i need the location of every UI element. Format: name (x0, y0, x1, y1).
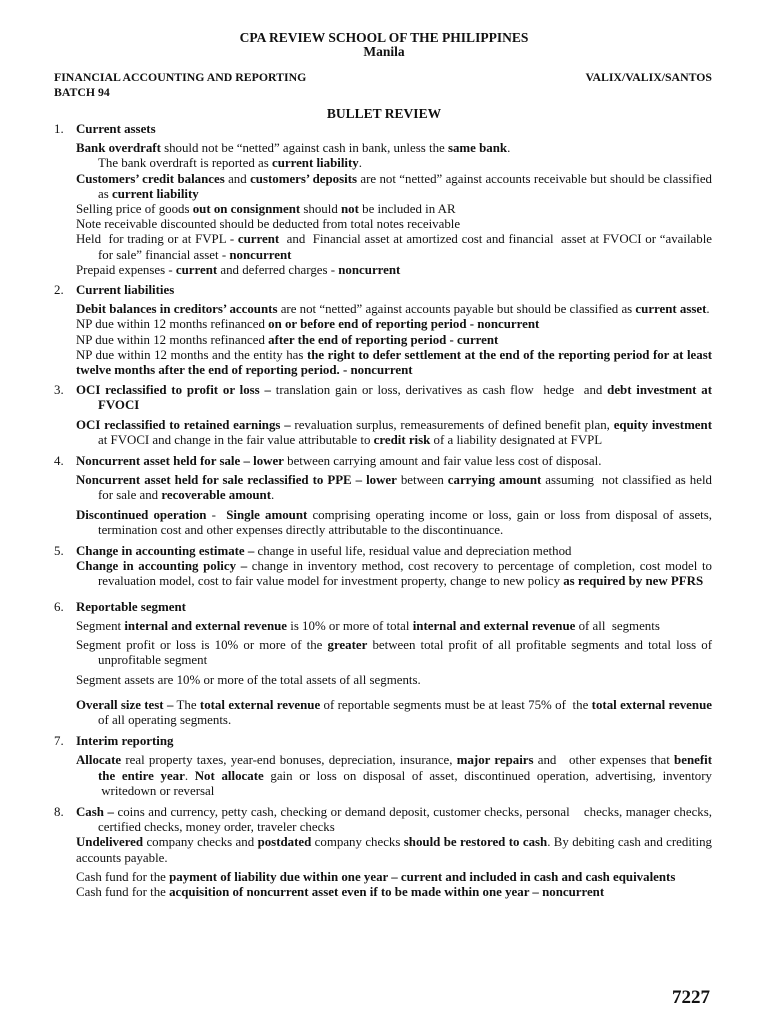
paragraph: Segment assets are 10% or more of the total assets of all segments. (76, 672, 421, 687)
paragraph: Cash fund for the payment of liability due within one year – current and included in cash and cash equivalents (76, 869, 676, 884)
section-1 (54, 122, 712, 278)
paragraph: The bank overdraft is reported as current liability. (98, 156, 362, 171)
paragraph: Segment profit or loss is 10% or more of the greater between total profit of all profitable segments and total loss of unprofitable segment (76, 638, 712, 668)
paragraph: Overall size test – The total external revenue of reportable segments must be at least 75% of the total external revenue of all operating segments. (76, 697, 712, 727)
paragraph: Selling price of goods out on consignment should not be included in AR (76, 202, 456, 217)
paragraph: Noncurrent asset held for sale – lower between carrying amount and fair value less cost of disposal. (76, 454, 602, 469)
section-heading: Current assets (76, 122, 156, 136)
section-number: 2. (54, 283, 64, 298)
section-6 (54, 600, 712, 728)
section-8 (54, 805, 712, 900)
section-4 (54, 454, 712, 538)
section-number: 3. (54, 383, 64, 398)
paragraph: Change in accounting estimate – change in useful life, residual value and depreciation method (76, 544, 572, 559)
section-3 (54, 383, 712, 448)
paragraph: Cash – coins and currency, petty cash, checking or demand deposit, customer checks, personal checks, manager checks, certified checks, money order, traveler checks (76, 804, 712, 835)
paragraph: Noncurrent asset held for sale reclassified to PPE – lower between carrying amount assuming not classified as held for sale and recoverable amount. (76, 473, 712, 503)
document-title: BULLET REVIEW (326, 106, 442, 121)
authors: VALIX/VALIX/SANTOS (585, 70, 712, 84)
school-name: CPA REVIEW SCHOOL OF THE PHILIPPINES (239, 30, 529, 45)
section-2 (54, 283, 712, 378)
school-city: Manila (363, 44, 405, 59)
subject-name: FINANCIAL ACCOUNTING AND REPORTING (54, 70, 307, 84)
section-number: 1. (54, 122, 64, 136)
paragraph: Debit balances in creditors’ accounts are not “netted” against accounts payable but should be classified as current asset. (76, 302, 710, 317)
paragraph: Bank overdraft should not be “netted” against cash in bank, unless the same bank. (76, 141, 511, 156)
section-number: 7. (54, 734, 64, 749)
section-7 (54, 734, 712, 799)
paragraph: Prepaid expenses - current and deferred charges - noncurrent (76, 262, 401, 277)
paragraph: Customers’ credit balances and customers’ deposits are not “netted” against accounts receivable but should be classified as current liability (76, 171, 712, 201)
review-content (54, 122, 712, 900)
paragraph: Held for trading or at FVPL - current and Financial asset at amortized cost and financial asset at FVOCI or “available for sale” financial asset - noncurrent (76, 232, 713, 262)
paragraph: Allocate real property taxes, year-end bonuses, depreciation, insurance, major repairs and other expenses that benefit the entire year. Not allocate gain or loss on disposal of asset, discontinued operation, advertising, inventory writedown or reversal (76, 753, 712, 798)
section-5 (54, 544, 712, 590)
paragraph: Discontinued operation - Single amount comprising operating income or loss, gain or loss from disposal of assets, termination cost and other expenses directly attributable to the discontinuance. (76, 507, 713, 537)
paragraph: NP due within 12 months refinanced on or before end of reporting period - noncurrent (76, 317, 540, 332)
paragraph: Change in accounting policy – change in inventory method, cost recovery to percentage of completion, cost model to revaluation model, cost to fair value model for investment property, change to new policy as required by new PFRS (76, 559, 712, 589)
batch-label: BATCH 94 (54, 85, 110, 100)
section-heading: Current liabilities (76, 283, 175, 298)
course-meta (54, 70, 712, 100)
paragraph: OCI reclassified to retained earnings – revaluation surplus, remeasurements of defined benefit plan, equity investment at FVOCI and change in the fair value attributable to credit risk of a liability designated at FVPL (76, 417, 712, 447)
paragraph: NP due within 12 months and the entity has the right to defer settlement at the end of the reporting period for at least twelve months after the end of reporting period. - noncurrent (76, 347, 712, 378)
section-number: 8. (54, 804, 64, 819)
paragraph: Note receivable discounted should be deducted from total notes receivable (76, 217, 461, 232)
paragraph: Segment internal and external revenue is 10% or more of total internal and external revenue of all segments (76, 618, 660, 633)
section-heading: Interim reporting (76, 734, 174, 749)
paragraph: NP due within 12 months refinanced after the end of reporting period - current (76, 332, 499, 347)
section-number: 5. (54, 544, 64, 559)
section-number: 4. (54, 454, 64, 469)
section-number: 6. (54, 599, 64, 614)
paragraph: Undelivered company checks and postdated company checks should be restored to cash. By debiting cash and crediting accounts payable. (76, 835, 712, 865)
page-number: 7227 (672, 987, 710, 1008)
paragraph: Cash fund for the acquisition of noncurrent asset even if to be made within one year – noncurrent (76, 884, 605, 899)
paragraph: OCI reclassified to profit or loss – translation gain or loss, derivatives as cash flow hedge and debt investment at FVOCI (76, 383, 712, 413)
section-heading: Reportable segment (76, 599, 186, 614)
